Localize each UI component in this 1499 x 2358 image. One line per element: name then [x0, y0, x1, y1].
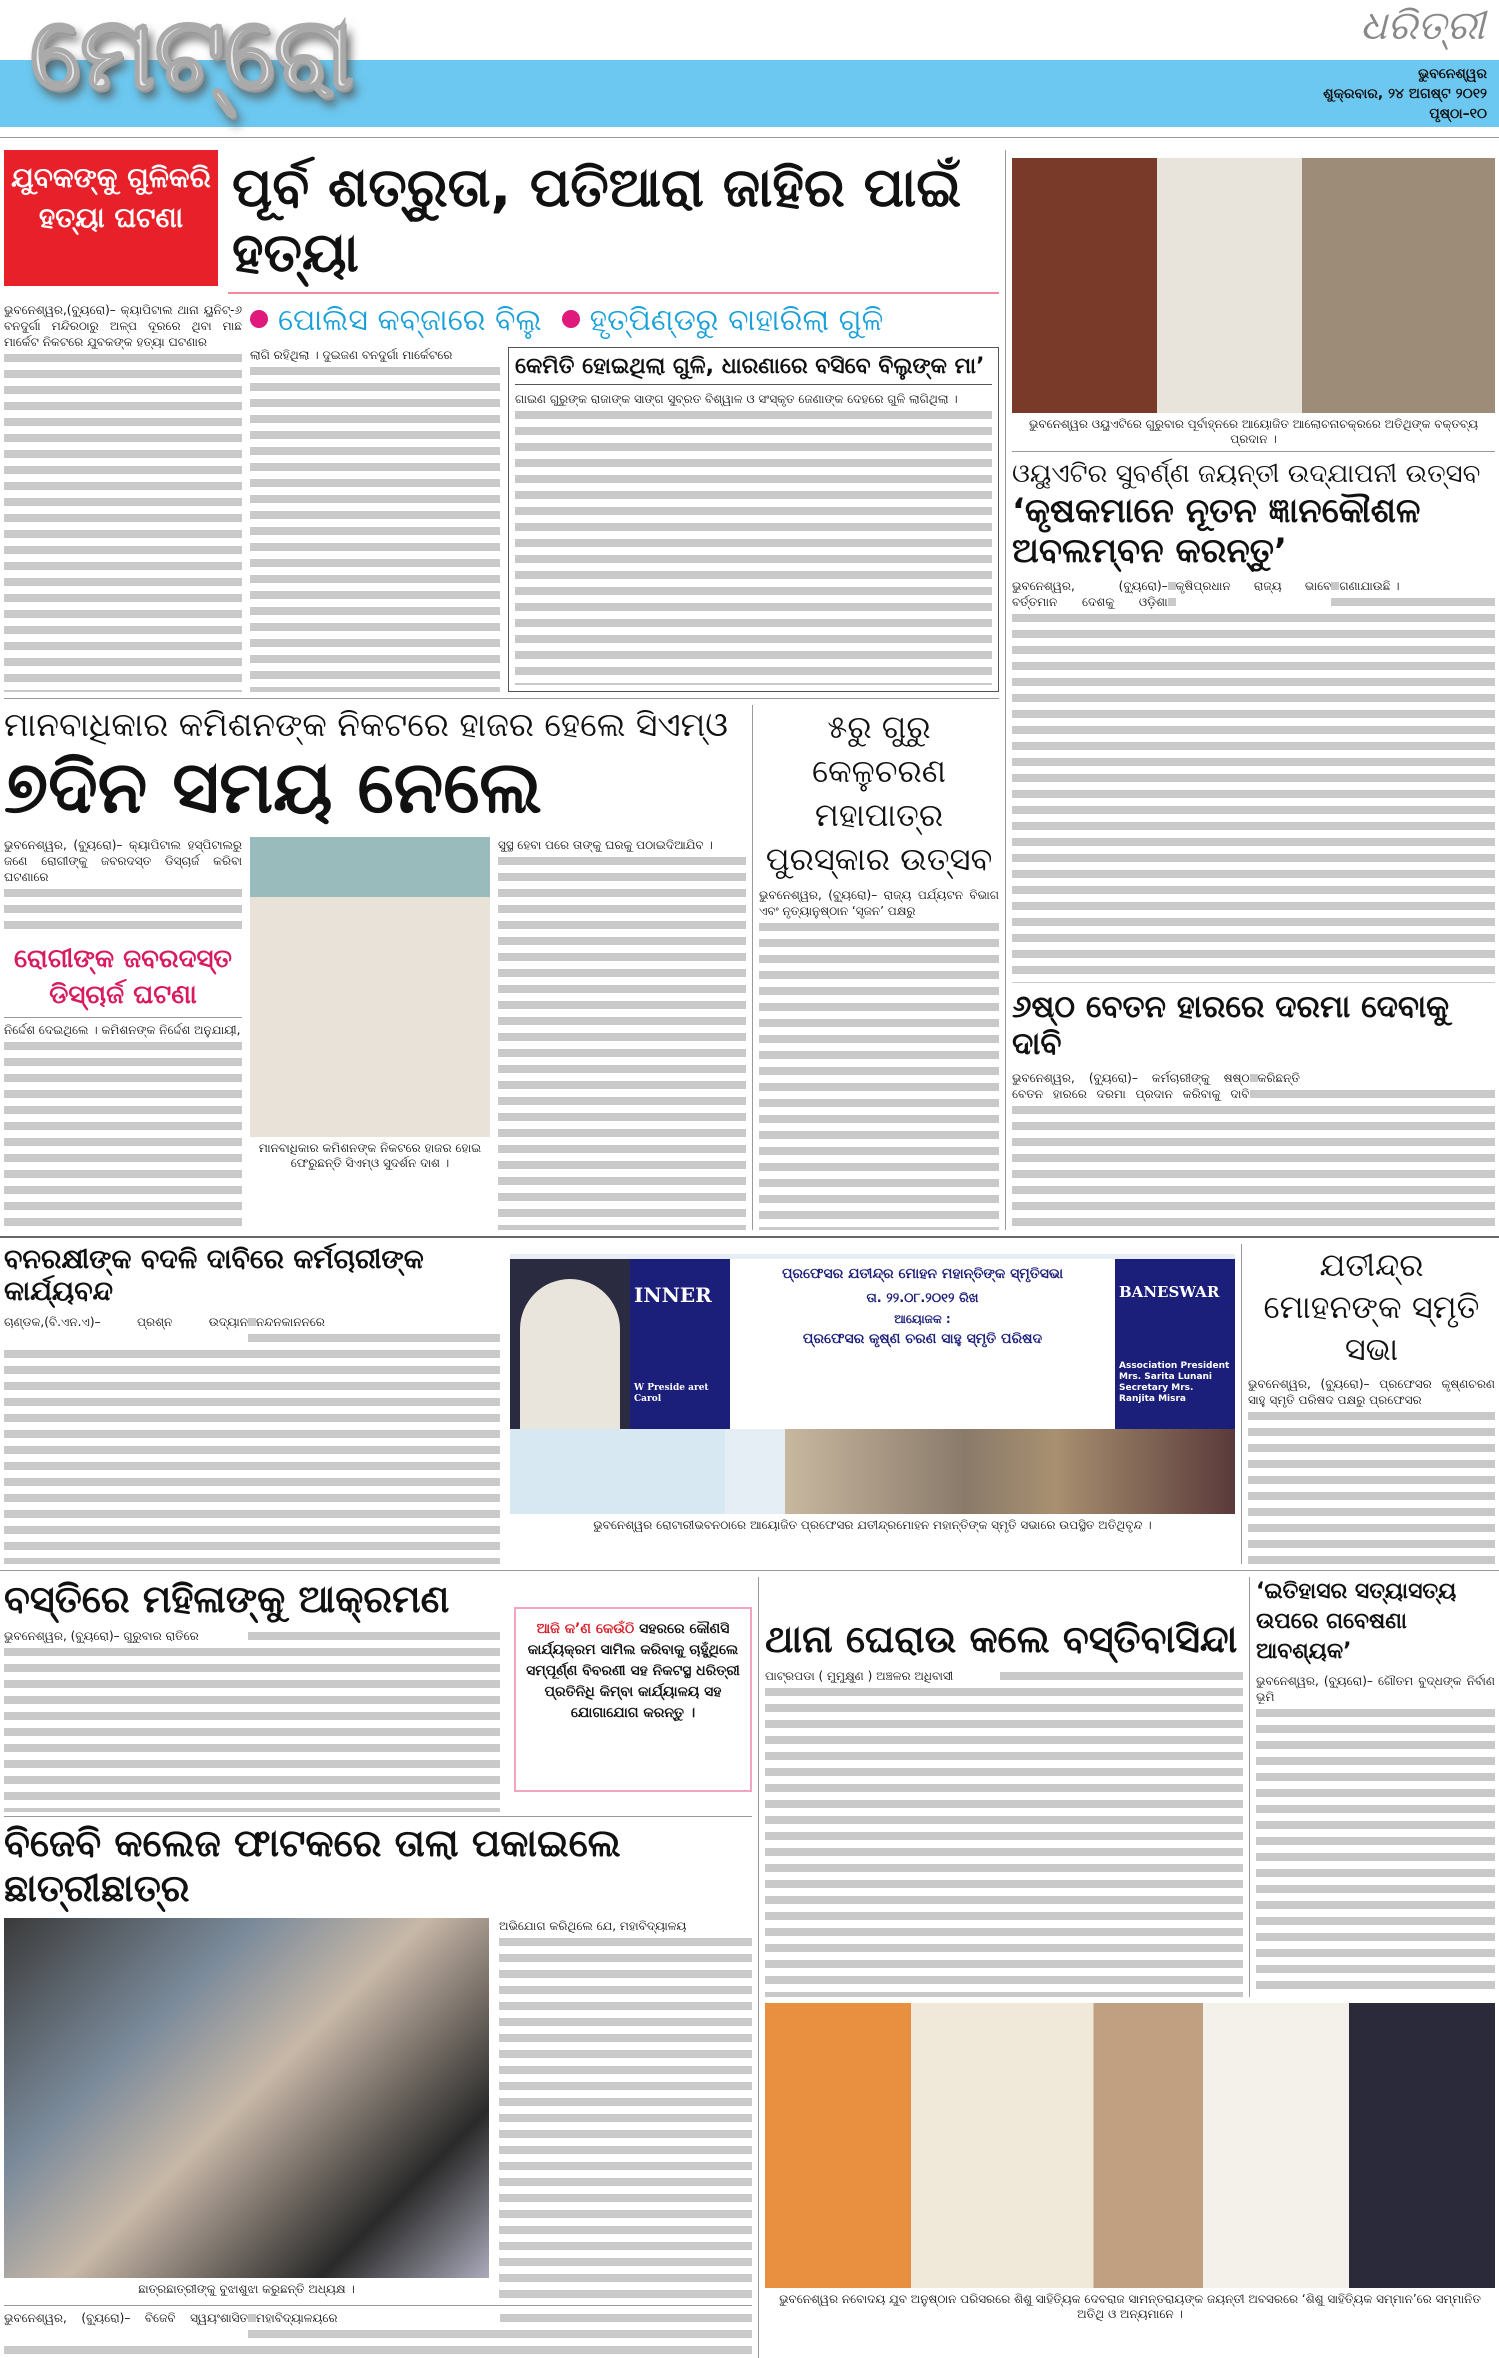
uat-subhead: ଓୟୁଏଟିର ସୁବର୍ଣ୍ଣ ଜୟନ୍ତୀ ଉଦ୍‌ଯାପନୀ ଉତ୍ସବ — [1012, 459, 1481, 489]
banner-left: INNER W Preside aret Carol — [630, 1259, 730, 1429]
banner-right: BANESWAR Association President Mrs. Sarita Lunani Secretary Mrs. Ranjita Misra — [1115, 1259, 1235, 1429]
lead-story — [4, 302, 999, 692]
column-divider — [1005, 150, 1006, 1230]
cmo-photo — [250, 837, 490, 1137]
bjb-body: ଅଭିଯୋଗ କରିଥିଲେ ଯେ, ମହାବିଦ୍ୟାଳୟ — [499, 1918, 752, 2301]
photo-caption: ଭୁବନେଶ୍ୱର ରୋଟାରୀଭବନଠାରେ ଆୟୋଜିତ ପ୍ରଫେସର ଯତୀନ୍ଦ୍ରମୋହନ ମହାନ୍ତିଙ୍କ ସ୍ମୃତି ସଭାରେ ଉପସ୍ଥିତ ଅତିଥିବୃନ୍ଦ । — [593, 1517, 1152, 1532]
hr-photo-col — [250, 837, 490, 1230]
lead-headline: ପୂର୍ବ ଶତ୍ରୁତା, ପତିଆରା ଜାହିର ପାଇଁ ହତ୍ୟା — [232, 156, 962, 284]
basti-body: ଭୁବନେଶ୍ୱର, (ବ୍ୟୁରୋ)– ଗୁରୁବାର ରାତିରେ — [4, 1628, 500, 1811]
memorial-photo-col — [510, 1244, 1235, 1564]
bjb-headline: ବିଜେବି କଲେଜ ଫାଟକରେ ତାଲା ପକାଇଲେ ଛାତ୍ରୀଛାତ୍ର — [4, 1820, 621, 1911]
basti-headline: ବସ୍ତିରେ ମହିଳାଙ୍କୁ ଆକ୍ରମଣ — [4, 1576, 450, 1621]
bullet-dot-icon — [562, 310, 580, 328]
top-section — [0, 150, 1499, 1230]
hr-headline-1: ମାନବାଧିକାର କମିଶନଙ୍କ ନିକଟରେ ହାଜର ହେଲେ ସିଏମ୍‌ଓ — [4, 704, 729, 744]
guests — [785, 1429, 1235, 1514]
banner-center: ପ୍ରଫେସର ଯତୀନ୍ଦ୍ର ମୋହନ ମହାନ୍ତିଙ୍କ ସ୍ମୃତିସଭା ତା. ୨୨.୦୮.୨୦୧୨ ରିଖ ଆୟୋଜକ : ପ୍ରଫେସର କୃଷ୍ଣ ଚରଣ ସାହୁ ସ୍ମୃତି ପରିଷଦ — [730, 1259, 1115, 1429]
divider — [1012, 451, 1495, 452]
hr-body-3: ସୁସ୍ଥ ହେବା ପରେ ତାଙ୍କୁ ଘରକୁ ପଠାଇଦିଆଯିବ । — [498, 837, 746, 1230]
thana-headline: ଥାନା ଘେରାଉ କଲେ ବସ୍ତିବାସିନ୍ଦା — [765, 1616, 1238, 1661]
forest-story — [4, 1244, 500, 1564]
masthead — [0, 0, 1499, 137]
hr-headline-2: ୭ଦିନ ସମୟ ନେଲେ — [4, 745, 542, 830]
column-divider — [1241, 1244, 1242, 1564]
row-four-right — [765, 1577, 1495, 1997]
photo-caption: ଛାତ୍ରଛାତ୍ରୀଙ୍କୁ ବୁଝାଶୁଝା କରୁଛନ୍ତି ଅଧ୍ୟକ୍ଷ । — [138, 2281, 355, 2296]
lead-header — [4, 150, 999, 286]
city: ଭୁବନେଶ୍ୱର — [1418, 66, 1487, 82]
hr-col-1 — [4, 837, 242, 1230]
hr-body-2: ନିର୍ଦ୍ଦେଶ ଦେଇଥିଲେ । କମିଶନଙ୍କ ନିର୍ଦ୍ଦେଶ ଅନୁଯାୟୀ, — [4, 1022, 242, 1230]
top-left — [4, 150, 999, 1230]
divider — [4, 698, 999, 699]
paper-name: ଧରିତ୍ରୀ — [1360, 3, 1485, 49]
section-logo: ମେଟ୍ରୋ — [30, 0, 354, 112]
sidebar-box — [508, 347, 999, 692]
row-three — [0, 1244, 1499, 1564]
guru-story — [759, 705, 999, 1230]
podium — [510, 1429, 725, 1514]
guru-headline: ୫ରୁ ଗୁରୁ କେଳୁଚରଣ ମହାପାତ୍ର ପୁରସ୍କାର ଉତ୍ସବ — [765, 707, 993, 878]
row-four-left — [4, 1577, 752, 1812]
bjb-photo-col — [4, 1918, 489, 2301]
memorial-photo — [510, 1254, 1235, 1514]
pay-headline: ୬ଷ୍ଠ ବେତନ ହାରରେ ଦରମା ଦେବାକୁ ଦାବି — [1012, 989, 1450, 1063]
jatindra-body: ଭୁବନେଶ୍ୱର, (ବ୍ୟୁରୋ)– ପ୍ରଫେସର କୃଷ୍ଣଚରଣ ସାହୁ ସ୍ମୃତି ପରିଷଦ ପକ୍ଷରୁ ପ୍ରଫେସର — [1248, 1376, 1495, 1564]
speaker-figure-body — [520, 1279, 620, 1429]
divider — [0, 137, 1499, 138]
thana-story — [765, 1577, 1243, 1997]
hr-subhead: ରୋଗୀଙ୍କ ଜବରଦସ୍ତ ଡିସ୍‌ଚାର୍ଜ ଘଟଣା — [4, 937, 242, 1018]
forest-body: ଚାଣ୍ଡକ,(ବି.ଏନ.ଏ)– ପ୍ରଶ୍ନ ଉଦ୍ୟାନ ନନ୍ଦନକାନନରେ — [4, 1314, 500, 1563]
lead-kicker: ଯୁବକଙ୍କୁ ଗୁଳିକରି ହତ୍ୟା ଘଟଣା — [4, 150, 218, 286]
box-body: ଗାଇଣ ଗୁରୁଙ୍କ ରାଜାଙ୍କ ସାଙ୍ଗ ସୁବ୍ରତ ବିଶ୍ୱାଳ ଓ ସଂସ୍କୃତ ଜେଣାଙ୍କ ଦେହରେ ଗୁଳି ଲାଗିଥିଲା । — [515, 391, 992, 684]
uat-headline: ‘କୃଷକମାନେ ନୂତନ ଜ୍ଞାନକୌଶଳ ଅବଲମ୍ବନ କରନ୍ତୁ’ — [1012, 490, 1421, 572]
lead-bullet-2: ହୃତ୍‌ପିଣ୍ଡରୁ ବାହାରିଲା ଗୁଳି — [562, 302, 884, 340]
research-story — [1256, 1577, 1495, 1997]
speaker-photo — [1012, 158, 1495, 413]
photo-caption: ଭୁବନେଶ୍ୱର ଓୟୁଏଟିରେ ଗୁରୁବାର ପୂର୍ବାହ୍ନରେ ଆୟୋଜିତ ଆଲୋଚନାଚକ୍ରରେ ଅତିଥିଙ୍କ ବକ୍ତବ୍ୟ ପ୍ରଦାନ । — [1029, 417, 1478, 446]
notice-box: ଆଜି କ’ଣ କେଉଁଠି ସହରରେ କୌଣସି କାର୍ଯ୍ୟକ୍ରମ ସାମିଲ କରିବାକୁ ଚାହୁଁଥିଲେ ସମ୍ପୂର୍ଣ୍ଣ ବିବରଣୀ ସହ ନିକଟସ୍ଥ ଧରିତ୍ରୀ ପ୍ରତିନିଧି କିମ୍ବା କାର୍ଯ୍ୟାଳୟ ସହ ଯୋଗାଯୋଗ କରନ୍ତୁ । — [514, 1607, 752, 1792]
lead-right — [250, 302, 999, 692]
students-photo — [4, 1918, 489, 2278]
column-divider — [758, 1577, 759, 2358]
guru-body: ଭୁବନେଶ୍ୱର, (ବ୍ୟୁରୋ)– ରାଜ୍ୟ ପର୍ଯ୍ୟଟନ ବିଭାଗ ଏବଂ ନୃତ୍ୟାନୁଷ୍ଠାନ ‘ସୃଜନ’ ପକ୍ଷରୁ — [759, 887, 999, 1230]
bullet-dot-icon — [250, 310, 268, 328]
research-headline: ‘ଇତିହାସର ସତ୍ୟାସତ୍ୟ ଉପରେ ଗବେଷଣା ଆବଶ୍ୟକ’ — [1256, 1578, 1457, 1664]
divider — [0, 1570, 1499, 1571]
dateline — [1087, 64, 1487, 124]
top-right — [1012, 150, 1495, 1230]
photo-caption: ଭୁବନେଶ୍ୱର ନବୋଦୟ ଯୁବ ଅନୁଷ୍ଠାନ ପରିସରରେ ଶିଶୁ ସାହିତ୍ୟିକ ଦେବରାଜ ସାମନ୍ତରାୟଙ୍କ ଜୟନ୍ତୀ ଅବସରରେ ‘ଶିଶୁ ସାହିତ୍ୟିକ ସମ୍ମାନ’ରେ ସମ୍ମାନିତ ଅତିଥି ଓ ଅନ୍ୟମାନେ । — [779, 2291, 1481, 2321]
page-number: ପୃଷ୍ଠା–୧୦ — [1429, 106, 1487, 122]
bottom-section — [0, 1577, 1499, 2358]
divider — [228, 292, 999, 294]
award-photo — [765, 2003, 1495, 2288]
bjb-body-2: ଭୁବନେଶ୍ୱର, (ବ୍ୟୁରୋ)– ବିଜେବି ସ୍ୱୟଂଶାସିତ ମହାବିଦ୍ୟାଳୟରେ — [4, 2310, 752, 2358]
date: ଶୁକ୍ରବାର, ୨୪ ଅଗଷ୍ଟ ୨୦୧୨ — [1323, 86, 1487, 102]
bjb-story — [4, 1918, 752, 2301]
pay-body: ଭୁବନେଶ୍ୱର, (ବ୍ୟୁରୋ)– କର୍ମଚାରୀଙ୍କୁ ଷଷ୍ଠ ବେତନ ହାରରେ ଦରମା ପ୍ରଦାନ କରିବାକୁ ଦାବି କରିଛନ୍ତି — [1012, 1070, 1495, 1230]
bottom-left — [4, 1577, 752, 2358]
jatindra-story — [1248, 1244, 1495, 1564]
thana-body: ପାଟ୍ରପଡା ( ମୁମୁକ୍ଷୁଣ ) ଅଞ୍ଚଳର ଅଧିବାସୀ — [765, 1668, 1243, 1996]
lead-columns — [250, 347, 999, 692]
divider — [4, 2305, 752, 2306]
photo-lower — [510, 1429, 1235, 1514]
hr-columns — [4, 837, 746, 1230]
banner-row — [510, 1254, 1235, 1429]
lead-body-col2: ଲାଗି ରହିଥିଲା । ଦୁଇଜଣ ବନଦୁର୍ଗା ମାର୍କେଟରେ — [250, 347, 500, 692]
column-divider — [1249, 1577, 1250, 1997]
divider — [4, 1816, 752, 1817]
column-divider — [752, 705, 753, 1230]
photo-caption: ମାନବାଧିକାର କମିଶନଙ୍କ ନିକଟରେ ହାଜର ହୋଇ ଫେରୁଛନ୍ତି ସିଏମ୍‌ଓ ସୁଦର୍ଶନ ଦାଶ । — [258, 1140, 482, 1170]
bottom-right — [765, 1577, 1495, 2358]
basti-story — [4, 1577, 500, 1812]
research-body: ଭୁବନେଶ୍ୱର, (ବ୍ୟୁରୋ)– ଗୌତମ ବୁଦ୍ଧଙ୍କ ନିର୍ବାଣ ଭୂମି — [1256, 1673, 1495, 1997]
forest-headline: ବନରକ୍ଷୀଙ୍କ ବଦଳି ଦାବିରେ କର୍ମଚାରୀଙ୍କ କାର୍ଯ୍ୟବନ୍ଦ — [4, 1243, 424, 1307]
uat-body: ଭୁବନେଶ୍ୱର, (ବ୍ୟୁରୋ)– ବର୍ତ୍ତମାନ ଦେଶକୁ ଓଡ଼ିଶା କୃଷିପ୍ରଧାନ ରାଜ୍ୟ ଭାବେ ଗଣାଯାଉଛି । — [1012, 578, 1495, 983]
lead-body-col1: ଭୁବନେଶ୍ୱର,(ବ୍ୟୁରୋ)– କ୍ୟାପିଟାଲ ଥାନା ୟୁନିଟ୍‌-୬ ବନଦୁର୍ଗା ମନ୍ଦିରଠାରୁ ଅଳ୍ପ ଦୂରରେ ଥିବା ମାଛ ମାର୍କେଟ ନିକଟରେ ଯୁବକଙ୍କ ହତ୍ୟା ଘଟଣାର — [4, 302, 242, 692]
lead-bullet-1: ପୋଲିସ କବ୍‌ଜାରେ ବିଲୁ — [250, 302, 542, 340]
box-title: କେମିତି ହୋଇଥିଲା ଗୁଳି, ଧାରଣାରେ ବସିବେ ବିଲୁଙ୍କ ମା’ — [515, 354, 992, 385]
lead-bullets — [250, 302, 999, 340]
row-two — [4, 705, 999, 1230]
jatindra-headline: ଯତୀନ୍ଦ୍ର ମୋହନଙ୍କ ସ୍ମୃତି ସଭା — [1263, 1245, 1480, 1368]
divider — [0, 1236, 1499, 1238]
speaker-figure — [510, 1259, 630, 1429]
hr-story — [4, 705, 746, 1230]
hr-body-1: ଭୁବନେଶ୍ୱର, (ବ୍ୟୁରୋ)– କ୍ୟାପିଟାଲ ହସ୍ପିଟାଲରୁ ଜଣେ ରୋଗୀଙ୍କୁ ଜବରଦସ୍ତ ଡିସ୍‌ଚାର୍ଜ କରିବା ଘଟଣାରେ — [4, 837, 242, 933]
